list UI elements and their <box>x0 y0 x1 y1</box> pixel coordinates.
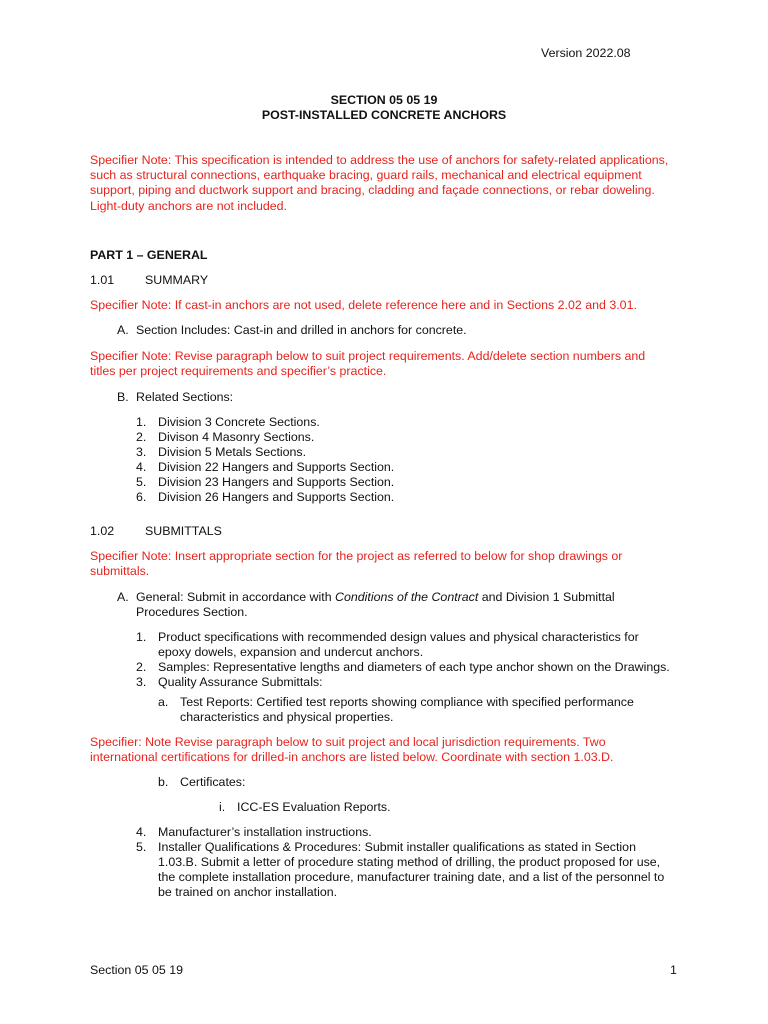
section-1-01-number: 1.01 <box>90 273 115 287</box>
list-number: 3. <box>136 445 147 459</box>
sub-item-marker: a. <box>158 695 169 709</box>
list-item-continuation: 1.03.B. Submit a letter of procedure stating method of drilling, the product proposed for use, <box>158 855 661 869</box>
section-1-02-title: SUBMITTALS <box>145 524 222 538</box>
sub-item: Certificates: <box>180 775 246 789</box>
list-item: Divison 4 Masonry Sections. <box>158 430 315 444</box>
note-line: Specifier Note: Revise paragraph below to suit project requirements. Add/delete section numbers and <box>90 349 646 363</box>
section-1-02-number: 1.02 <box>90 524 115 538</box>
related-specifier-note <box>90 349 690 379</box>
summary-specifier-note: Specifier Note: If cast-in anchors are not used, delete reference here and in Sections 2.02 and 3.01. <box>90 298 637 312</box>
list-item: Division 3 Concrete Sections. <box>158 415 320 429</box>
certifications-specifier-note <box>90 735 690 765</box>
paragraph-b-marker: B. <box>117 390 129 404</box>
part1-heading: PART 1 – GENERAL <box>90 248 208 262</box>
list-item: Manufacturer’s installation instructions. <box>158 825 372 839</box>
list-item: Samples: Representative lengths and diameters of each type anchor shown on the Drawings. <box>158 660 670 674</box>
list-item-continuation: epoxy dowels, expansion and undercut anchors. <box>158 645 424 659</box>
list-number: 2. <box>136 430 147 444</box>
sub-item-marker: b. <box>158 775 169 789</box>
list-number: 1. <box>136 415 147 429</box>
note-line: Specifier Note: Insert appropriate section for the project as referred to below for shop drawings or <box>90 549 623 563</box>
list-number: 5. <box>136 840 147 854</box>
section-name-title: POST-INSTALLED CONCRETE ANCHORS <box>261 108 507 122</box>
note-line: international certifications for drilled-in anchors are listed below. Coordinate with section 1.03.D. <box>90 750 614 765</box>
list-number: 2. <box>136 660 147 674</box>
list-item: Installer Qualifications & Procedures: Submit installer qualifications as stated in Section <box>158 840 636 854</box>
general-text-part: General: Submit in accordance with <box>136 590 336 604</box>
list-number: 3. <box>136 675 147 689</box>
list-item: Division 5 Metals Sections. <box>158 445 307 459</box>
list-number: 4. <box>136 825 147 839</box>
version-label: Version 2022.08 <box>541 46 631 60</box>
list-item: Division 26 Hangers and Supports Section. <box>158 490 395 504</box>
related-sections-label: Related Sections: <box>136 390 234 404</box>
list-item: Division 22 Hangers and Supports Section. <box>158 460 395 474</box>
section-number-title: SECTION 05 05 19 <box>330 93 438 107</box>
general-submit-text-line2: Procedures Section. <box>136 605 248 619</box>
list-item-continuation: the complete installation procedure, manufacturer training date, and a list of the personnel to <box>158 870 665 884</box>
note-line: submittals. <box>90 564 150 579</box>
list-number: 4. <box>136 460 147 474</box>
note-line: Light-duty anchors are not included. <box>90 198 287 213</box>
section-includes-text: Section Includes: Cast-in and drilled in anchors for concrete. <box>136 323 467 337</box>
note-line: Specifier: Note Revise paragraph below to suit project and local jurisdiction requirements. Two <box>90 735 606 749</box>
note-line: such as structural connections, earthquake bracing, guard rails, mechanical and electrical equipment <box>90 168 642 183</box>
section-1-01-title: SUMMARY <box>145 273 209 287</box>
list-item: Product specifications with recommended design values and physical characteristics for <box>158 630 639 644</box>
list-number: 6. <box>136 490 147 504</box>
note-line: support, piping and ductwork support and bracing, cladding and façade connections, or rebar doweling. <box>90 183 655 198</box>
paragraph-a-marker: A. <box>117 323 129 337</box>
list-item: Quality Assurance Submittals: <box>158 675 323 689</box>
general-text-part: and Division 1 Submittal <box>478 590 615 604</box>
paragraph-a-marker: A. <box>117 590 129 604</box>
sub-sub-item-marker: i. <box>219 800 226 814</box>
footer-section-label: Section 05 05 19 <box>90 963 184 977</box>
list-number: 5. <box>136 475 147 489</box>
sub-item-continuation: characteristics and physical properties. <box>180 710 394 724</box>
general-submit-text <box>136 590 615 605</box>
footer-page-number: 1 <box>670 963 677 977</box>
note-line: titles per project requirements and specifier’s practice. <box>90 364 387 379</box>
sub-sub-item: ICC-ES Evaluation Reports. <box>237 800 391 814</box>
note-line: Specifier Note: This specification is intended to address the use of anchors for safety-related applications, <box>90 153 669 167</box>
contract-reference: Conditions of the Contract <box>335 590 479 604</box>
sub-item: Test Reports: Certified test reports showing compliance with specified performance <box>180 695 634 709</box>
list-item: Division 23 Hangers and Supports Section. <box>158 475 395 489</box>
list-number: 1. <box>136 630 147 644</box>
list-item-continuation: be trained on anchor installation. <box>158 885 338 899</box>
submittals-specifier-note <box>90 549 690 579</box>
intro-specifier-note <box>90 153 690 214</box>
